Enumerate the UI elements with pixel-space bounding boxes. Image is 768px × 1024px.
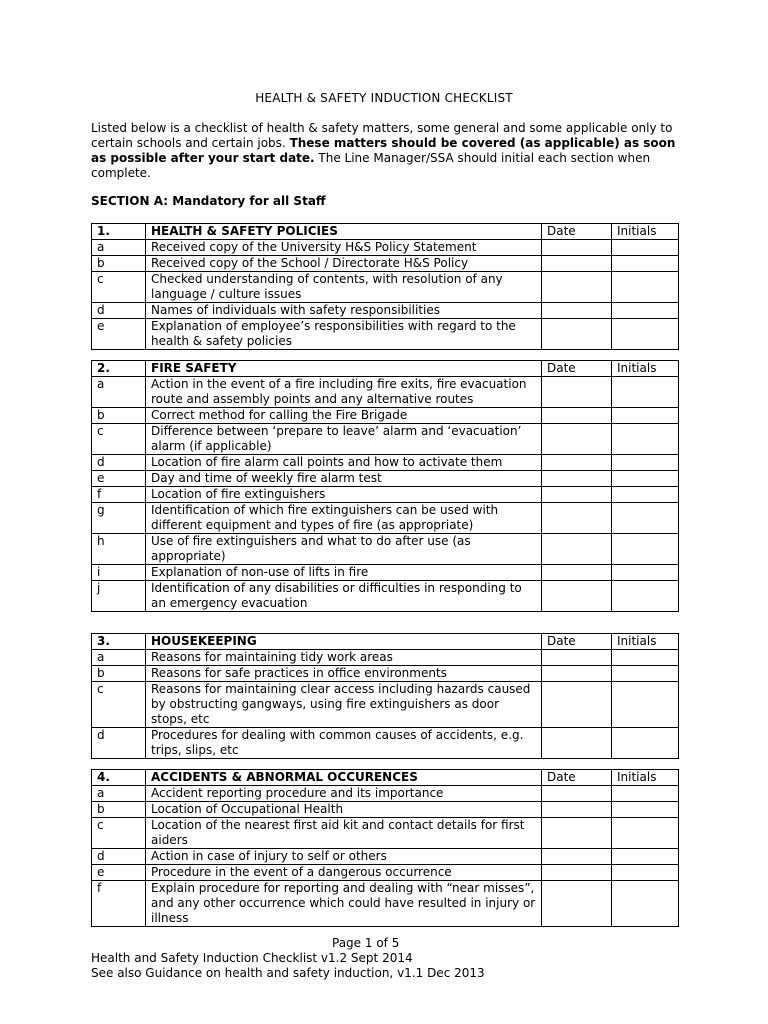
checklist-row (92, 534, 679, 565)
item-description: Procedures for dealing with common causes of accidents, e.g. trips, slips, etc (146, 728, 542, 759)
item-letter: f (92, 881, 146, 927)
initials-cell (612, 728, 679, 759)
date-cell (542, 377, 612, 408)
checklist-row (92, 471, 679, 487)
initials-column-header: Initials (612, 634, 679, 650)
item-description: Identification of which fire extinguishers can be used with different equipment and types of fire (as appropriate) (146, 503, 542, 534)
initials-cell (612, 865, 679, 881)
checklist-header-row (92, 361, 679, 377)
item-letter: d (92, 303, 146, 319)
checklist-row (92, 786, 679, 802)
item-description: Location of fire alarm call points and how to activate them (146, 455, 542, 471)
item-letter: e (92, 471, 146, 487)
item-letter: i (92, 565, 146, 581)
date-cell (542, 849, 612, 865)
item-description: Explain procedure for reporting and dealing with “near misses”, and any other occurrence which could have resulted in injury or illness (146, 881, 542, 927)
checklist-row (92, 666, 679, 682)
item-description: Location of the nearest first aid kit and contact details for first aiders (146, 818, 542, 849)
date-cell (542, 272, 612, 303)
date-cell (542, 802, 612, 818)
date-cell (542, 881, 612, 927)
item-description: Use of fire extinguishers and what to do after use (as appropriate) (146, 534, 542, 565)
checklist-row (92, 319, 679, 350)
checklist-row (92, 849, 679, 865)
initials-cell (612, 256, 679, 272)
item-description: Difference between ‘prepare to leave’ alarm and ‘evacuation’ alarm (if applicable) (146, 424, 542, 455)
item-letter: b (92, 666, 146, 682)
item-letter: d (92, 455, 146, 471)
initials-cell (612, 682, 679, 728)
initials-cell (612, 565, 679, 581)
checklist-header-row (92, 634, 679, 650)
initials-cell (612, 818, 679, 849)
page-number: Page 1 of 5 (332, 936, 400, 950)
date-cell (542, 319, 612, 350)
checklist-row (92, 455, 679, 471)
footer (91, 936, 591, 981)
checklist-row (92, 728, 679, 759)
item-description: Checked understanding of contents, with resolution of any language / culture issues (146, 272, 542, 303)
footer-guidance: See also Guidance on health and safety induction, v1.1 Dec 2013 (91, 966, 485, 980)
item-description: Location of fire extinguishers (146, 487, 542, 503)
item-description: Action in case of injury to self or others (146, 849, 542, 865)
date-column-header: Date (542, 634, 612, 650)
section-number: 4. (92, 770, 146, 786)
date-cell (542, 256, 612, 272)
intro-text-part1: Listed below is a checklist of health & safety matters, some general and some applicable only to certain schools and certain jobs. (91, 121, 673, 150)
date-cell (542, 471, 612, 487)
initials-cell (612, 272, 679, 303)
section-title: ACCIDENTS & ABNORMAL OCCURENCES (146, 770, 542, 786)
item-letter: e (92, 865, 146, 881)
date-cell (542, 408, 612, 424)
date-cell (542, 682, 612, 728)
date-cell (542, 534, 612, 565)
intro-text-part3: The Line Manager/SSA should initial each section when complete. (91, 151, 651, 180)
date-cell (542, 424, 612, 455)
footer-version: Health and Safety Induction Checklist v1.2 Sept 2014 (91, 951, 413, 965)
checklist-row (92, 424, 679, 455)
checklist-row (92, 256, 679, 272)
item-description: Identification of any disabilities or difficulties in responding to an emergency evacuation (146, 581, 542, 612)
initials-cell (612, 319, 679, 350)
initials-column-header: Initials (612, 770, 679, 786)
item-letter: d (92, 849, 146, 865)
checklist-row (92, 818, 679, 849)
initials-cell (612, 802, 679, 818)
checklist-row (92, 408, 679, 424)
initials-cell (612, 849, 679, 865)
item-description: Reasons for maintaining clear access including hazards caused by obstructing gangways, using fire extinguishers as door stops, etc (146, 682, 542, 728)
item-letter: c (92, 424, 146, 455)
date-cell (542, 786, 612, 802)
initials-cell (612, 455, 679, 471)
section-a-heading: SECTION A: Mandatory for all Staff (91, 194, 326, 208)
item-letter: c (92, 272, 146, 303)
checklist-table-section-2 (91, 360, 679, 612)
initials-cell (612, 534, 679, 565)
initials-cell (612, 581, 679, 612)
item-letter: j (92, 581, 146, 612)
item-letter: h (92, 534, 146, 565)
checklist-table-section-4 (91, 769, 679, 927)
item-description: Reasons for maintaining tidy work areas (146, 650, 542, 666)
checklist-table-section-3 (91, 633, 679, 759)
item-description: Received copy of the University H&S Policy Statement (146, 240, 542, 256)
date-cell (542, 565, 612, 581)
checklist-row (92, 487, 679, 503)
date-cell (542, 581, 612, 612)
item-letter: e (92, 319, 146, 350)
date-cell (542, 728, 612, 759)
date-cell (542, 865, 612, 881)
section-number: 2. (92, 361, 146, 377)
checklist-header-row (92, 224, 679, 240)
date-cell (542, 666, 612, 682)
item-description: Accident reporting procedure and its importance (146, 786, 542, 802)
initials-column-header: Initials (612, 224, 679, 240)
item-letter: a (92, 650, 146, 666)
checklist-row (92, 272, 679, 303)
date-cell (542, 303, 612, 319)
initials-cell (612, 666, 679, 682)
date-column-header: Date (542, 770, 612, 786)
checklist-row (92, 377, 679, 408)
date-cell (542, 818, 612, 849)
checklist-header-row (92, 770, 679, 786)
date-cell (542, 503, 612, 534)
checklist-row (92, 682, 679, 728)
item-letter: b (92, 802, 146, 818)
initials-cell (612, 303, 679, 319)
item-description: Names of individuals with safety responsibilities (146, 303, 542, 319)
item-description: Procedure in the event of a dangerous occurrence (146, 865, 542, 881)
initials-cell (612, 487, 679, 503)
initials-cell (612, 424, 679, 455)
initials-cell (612, 240, 679, 256)
checklist-row (92, 303, 679, 319)
initials-cell (612, 377, 679, 408)
item-letter: b (92, 256, 146, 272)
date-column-header: Date (542, 361, 612, 377)
date-cell (542, 455, 612, 471)
item-description: Explanation of non-use of lifts in fire (146, 565, 542, 581)
checklist-row (92, 881, 679, 927)
checklist-row (92, 581, 679, 612)
item-letter: a (92, 377, 146, 408)
initials-cell (612, 786, 679, 802)
item-letter: c (92, 818, 146, 849)
checklist-table-section-1 (91, 223, 679, 350)
initials-cell (612, 881, 679, 927)
item-letter: a (92, 240, 146, 256)
item-letter: a (92, 786, 146, 802)
date-cell (542, 487, 612, 503)
item-description: Correct method for calling the Fire Brigade (146, 408, 542, 424)
item-description: Action in the event of a fire including fire exits, fire evacuation route and assembly points and any alternative routes (146, 377, 542, 408)
initials-cell (612, 408, 679, 424)
item-description: Reasons for safe practices in office environments (146, 666, 542, 682)
item-description: Explanation of employee’s responsibilities with regard to the health & safety policies (146, 319, 542, 350)
item-letter: b (92, 408, 146, 424)
page-title: HEALTH & SAFETY INDUCTION CHECKLIST (255, 91, 513, 105)
item-letter: d (92, 728, 146, 759)
initials-cell (612, 471, 679, 487)
intro-text-bold: These matters should be covered (as applicable) as soon as possible after your start date. (91, 136, 676, 165)
checklist-row (92, 503, 679, 534)
initials-cell (612, 650, 679, 666)
initials-column-header: Initials (612, 361, 679, 377)
date-cell (542, 650, 612, 666)
checklist-row (92, 650, 679, 666)
section-title: HOUSEKEEPING (146, 634, 542, 650)
section-number: 1. (92, 224, 146, 240)
item-description: Day and time of weekly fire alarm test (146, 471, 542, 487)
section-title: FIRE SAFETY (146, 361, 542, 377)
checklist-row (92, 565, 679, 581)
checklist-row (92, 802, 679, 818)
checklist-row (92, 865, 679, 881)
section-title: HEALTH & SAFETY POLICIES (146, 224, 542, 240)
section-number: 3. (92, 634, 146, 650)
item-description: Received copy of the School / Directorate H&S Policy (146, 256, 542, 272)
item-letter: c (92, 682, 146, 728)
date-column-header: Date (542, 224, 612, 240)
item-letter: g (92, 503, 146, 534)
item-description: Location of Occupational Health (146, 802, 542, 818)
date-cell (542, 240, 612, 256)
checklist-row (92, 240, 679, 256)
item-letter: f (92, 487, 146, 503)
intro-paragraph (91, 121, 691, 181)
initials-cell (612, 503, 679, 534)
